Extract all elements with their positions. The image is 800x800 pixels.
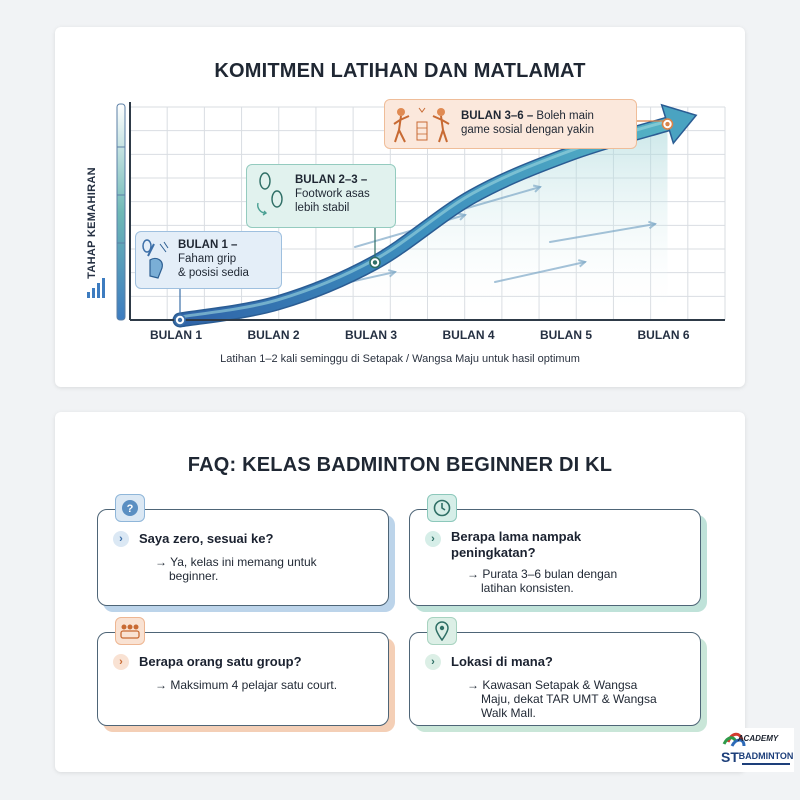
milestone-month3-6-line1: game sosial dengan yakin	[461, 124, 594, 136]
faq-answer-line1: → Purata 3–6 bulan dengan	[467, 567, 618, 581]
milestone-month2-3-title: BULAN 2–3 –	[295, 174, 368, 186]
question-icon	[115, 494, 145, 522]
milestone-month1-title: BULAN 1 –	[178, 239, 238, 251]
faq-question: Lokasi di mana?	[451, 654, 553, 669]
faq-answer-line3: Walk Mall.	[481, 706, 536, 720]
footsteps-icon	[253, 171, 287, 221]
skill-level-bar	[117, 104, 125, 320]
x-tick-label: BULAN 5	[539, 328, 593, 342]
faq-answer-line2: beginner.	[169, 569, 219, 583]
y-axis-label: TAHAP KEMAHIRAN	[86, 167, 98, 279]
x-tick-label: BULAN 1	[149, 328, 203, 342]
players-net-icon	[391, 104, 453, 146]
milestone-month3-6-title-rest: Boleh main	[533, 110, 594, 122]
faq-question: Saya zero, sesuai ke?	[139, 531, 274, 546]
y-axis-label-wrap	[82, 155, 102, 305]
svg-text:ST: ST	[721, 749, 739, 765]
x-tick-labels	[150, 328, 690, 342]
chevron-right-icon: ›	[113, 531, 129, 547]
faq-item-2[interactable]	[409, 509, 701, 606]
faq-item-4[interactable]	[409, 632, 701, 726]
milestone-point-dot	[665, 122, 669, 126]
x-tick-label: BULAN 6	[637, 328, 690, 342]
faq-question: Berapa orang satu group?	[139, 654, 302, 669]
x-tick-label: BULAN 3	[344, 328, 398, 342]
progress-chart-card	[55, 27, 745, 387]
group-icon	[115, 617, 145, 645]
svg-text:?: ?	[126, 503, 134, 515]
racket-grip-icon	[142, 238, 172, 282]
faq-answer-line2: latihan konsisten.	[481, 581, 574, 595]
milestone-point-dot	[373, 260, 377, 264]
progress-chart	[55, 27, 745, 387]
milestone-month3-6	[384, 99, 637, 149]
milestone-month2-3-line1: Footwork asas	[295, 188, 370, 200]
chevron-right-icon: ›	[113, 654, 129, 670]
faq-title: FAQ: KELAS BADMINTON BEGINNER DI KL	[187, 454, 613, 476]
faq-item-3[interactable]	[97, 632, 389, 726]
milestone-month1	[135, 231, 282, 289]
academy-logo	[718, 728, 794, 772]
milestone-month3-6-title: BULAN 3–6 –	[461, 110, 534, 122]
faq-question-line2: peningkatan?	[451, 545, 536, 560]
faq-answer-line2: Maju, dekat TAR UMT & Wangsa	[481, 692, 657, 706]
milestone-point-dot	[178, 318, 182, 322]
milestone-month1-line1: Faham grip	[178, 253, 237, 265]
faq-question-line1: Berapa lama nampak	[451, 529, 582, 544]
milestone-month1-line2: & posisi sedia	[178, 267, 249, 279]
faq-card	[55, 412, 745, 772]
milestone-month2-3-line2: lebih stabil	[295, 202, 350, 214]
location-pin-icon	[427, 617, 457, 645]
svg-text:BADMINTON: BADMINTON	[738, 751, 794, 761]
faq-answer-line1: → Maksimum 4 pelajar satu court.	[155, 678, 338, 692]
chevron-right-icon: ›	[425, 654, 441, 670]
milestone-month2-3	[246, 164, 396, 228]
faq-answer-line1: → Kawasan Setapak & Wangsa	[467, 678, 638, 692]
x-tick-label: BULAN 2	[247, 328, 300, 342]
faq-item-1[interactable]	[97, 503, 389, 606]
svg-text:ACADEMY: ACADEMY	[737, 734, 779, 743]
clock-icon	[427, 494, 457, 522]
chart-title: KOMITMEN LATIHAN DAN MATLAMAT	[214, 60, 586, 82]
chart-caption: Latihan 1–2 kali seminggu di Setapak / Wangsa Maju untuk hasil optimum	[220, 353, 580, 365]
chevron-right-icon: ›	[425, 531, 441, 547]
faq-answer-line1: → Ya, kelas ini memang untuk	[155, 555, 317, 569]
x-tick-label: BULAN 4	[442, 328, 495, 342]
